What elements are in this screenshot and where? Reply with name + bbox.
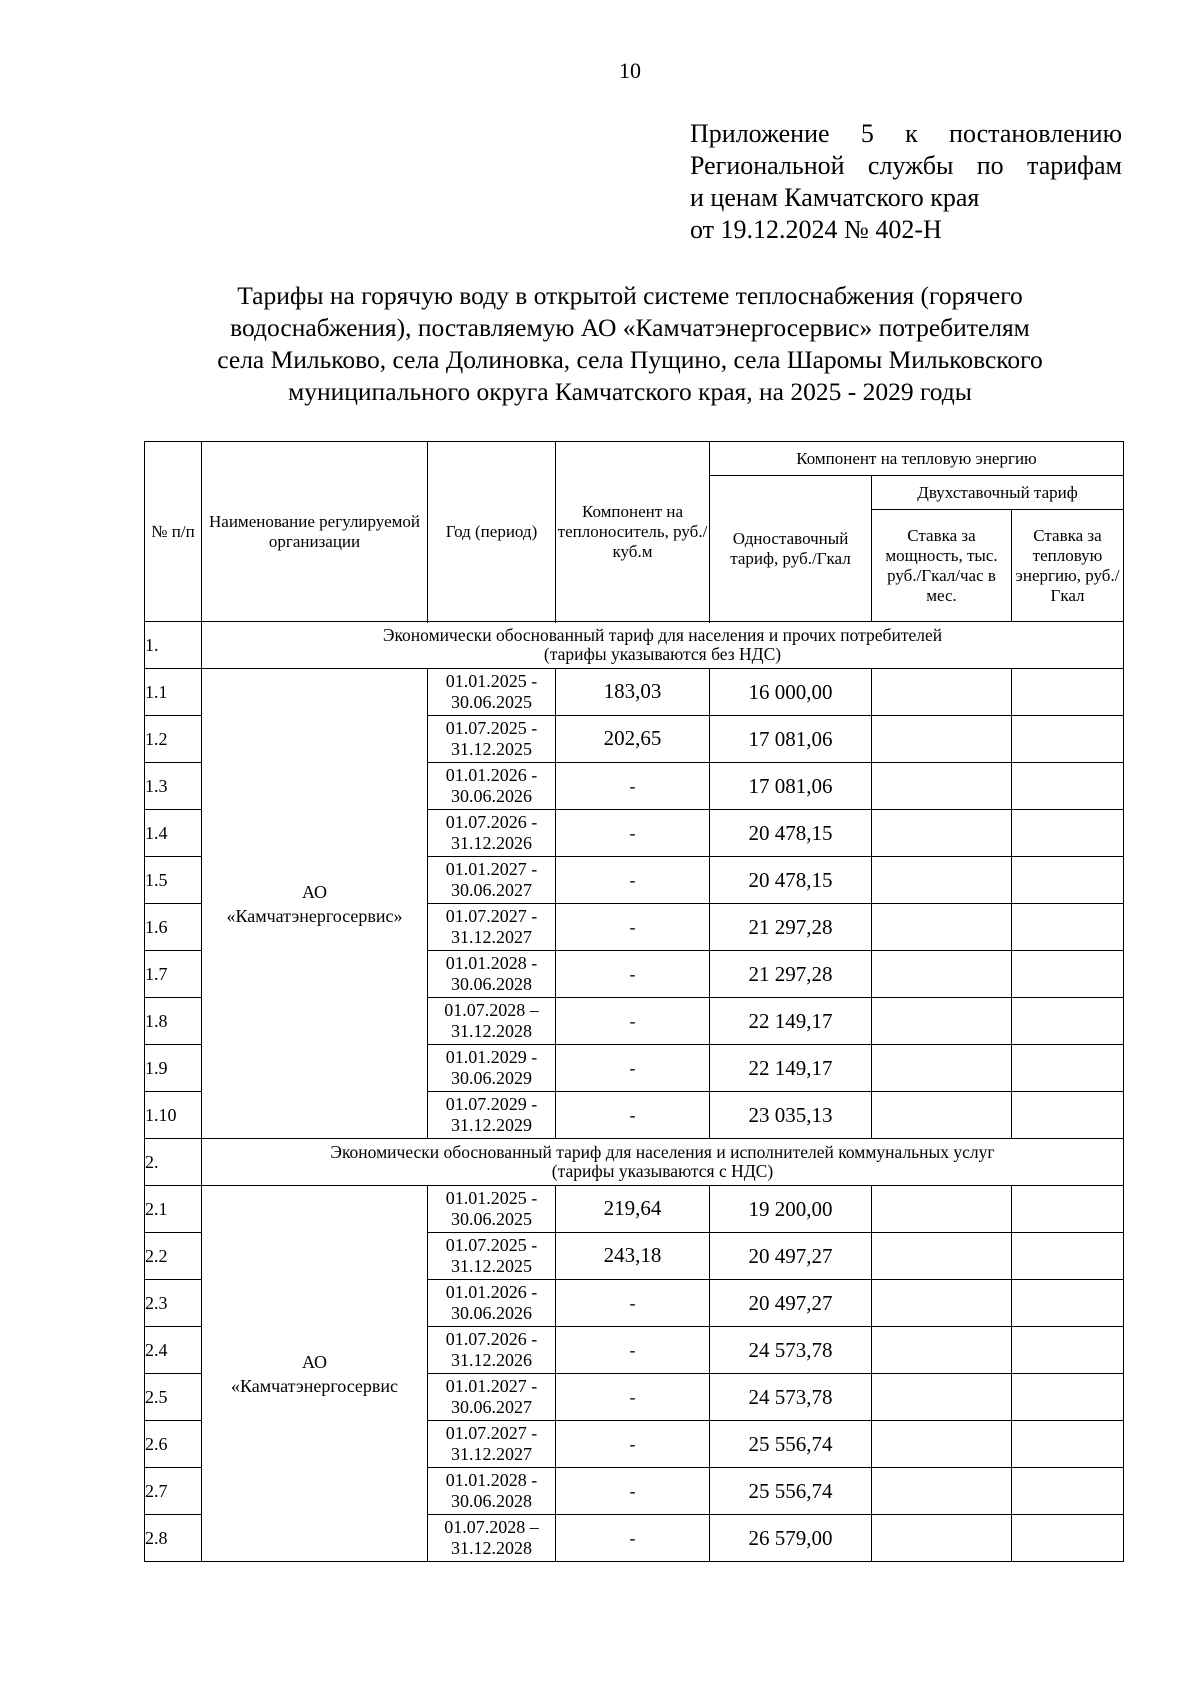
- carrier-value: -: [556, 1280, 710, 1327]
- header-period: Год (период): [428, 442, 556, 622]
- capacity-rate-value: [872, 857, 1012, 904]
- period-to: 30.06.2027: [451, 880, 532, 900]
- period-cell: [428, 857, 556, 904]
- carrier-value: -: [556, 1515, 710, 1562]
- energy-rate-value: [1012, 1421, 1124, 1468]
- org-name-line-1: АО: [301, 881, 328, 902]
- period-from: 01.07.2026 -: [445, 1329, 538, 1349]
- period-from: 01.07.2028 –: [444, 1000, 539, 1020]
- appendix-line-1: Приложение 5 к постановлению: [690, 119, 1122, 148]
- carrier-value: -: [556, 904, 710, 951]
- single-rate-value: 20 497,27: [710, 1280, 872, 1327]
- section-title-line-1: Экономически обоснованный тариф для населения и прочих потребителей: [382, 625, 943, 645]
- carrier-value: -: [556, 998, 710, 1045]
- capacity-rate-value: [872, 763, 1012, 810]
- header-energy-rate: Ставка за тепловую энергию, руб./Гкал: [1012, 510, 1124, 622]
- table-header: [145, 442, 1124, 622]
- period-from: 01.01.2027 -: [445, 859, 538, 879]
- period-cell: [428, 1280, 556, 1327]
- period-cell: [428, 1045, 556, 1092]
- period-from: 01.01.2026 -: [445, 1282, 538, 1302]
- period-cell: [428, 1327, 556, 1374]
- energy-rate-value: [1012, 1327, 1124, 1374]
- row-num: 2.2: [145, 1233, 202, 1280]
- period-cell: [428, 1233, 556, 1280]
- period-from: 01.01.2027 -: [445, 1376, 538, 1396]
- single-rate-value: 23 035,13: [710, 1092, 872, 1139]
- row-num: 2.1: [145, 1186, 202, 1233]
- capacity-rate-value: [872, 1515, 1012, 1562]
- appendix-line-2: Региональной службы по тарифам: [690, 151, 1122, 180]
- capacity-rate-value: [872, 1468, 1012, 1515]
- period-to: 31.12.2027: [451, 927, 532, 947]
- table-row: [145, 669, 1124, 716]
- carrier-value: 243,18: [556, 1233, 710, 1280]
- capacity-rate-value: [872, 1233, 1012, 1280]
- carrier-value: 219,64: [556, 1186, 710, 1233]
- period-cell: [428, 904, 556, 951]
- carrier-value: -: [556, 1092, 710, 1139]
- carrier-value: -: [556, 857, 710, 904]
- title-line-4: муниципального округа Камчатского края, на 2025 - 2029 годы: [288, 377, 972, 406]
- energy-rate-value: [1012, 669, 1124, 716]
- row-num: 1.6: [145, 904, 202, 951]
- org-name-line-1: АО: [301, 1351, 328, 1372]
- period-to: 30.06.2028: [451, 974, 532, 994]
- period-from: 01.07.2027 -: [445, 1423, 538, 1443]
- single-rate-value: 21 297,28: [710, 951, 872, 998]
- section-num: 2.: [145, 1139, 202, 1186]
- row-num: 2.7: [145, 1468, 202, 1515]
- period-from: 01.01.2025 -: [445, 671, 538, 691]
- row-num: 2.5: [145, 1374, 202, 1421]
- period-from: 01.07.2027 -: [445, 906, 538, 926]
- carrier-value: -: [556, 1421, 710, 1468]
- row-num: 1.2: [145, 716, 202, 763]
- title-line-1: Тарифы на горячую воду в открытой системе теплоснабжения (горячего: [237, 281, 1023, 310]
- carrier-value: -: [556, 1374, 710, 1421]
- row-num: 1.1: [145, 669, 202, 716]
- period-to: 31.12.2029: [451, 1115, 532, 1135]
- row-num: 1.9: [145, 1045, 202, 1092]
- single-rate-value: 20 478,15: [710, 857, 872, 904]
- header-org: Наименование регулируемой организации: [202, 442, 428, 622]
- appendix-header: [690, 118, 1122, 246]
- period-cell: [428, 1515, 556, 1562]
- section-title-line-1: Экономически обоснованный тариф для населения и исполнителей коммунальных услуг: [330, 1142, 995, 1162]
- section-num: 1.: [145, 622, 202, 669]
- period-cell: [428, 1374, 556, 1421]
- carrier-value: -: [556, 951, 710, 998]
- energy-rate-value: [1012, 810, 1124, 857]
- header-single-rate: Одноставочный тариф, руб./Гкал: [710, 476, 872, 622]
- energy-rate-value: [1012, 1045, 1124, 1092]
- energy-rate-value: [1012, 904, 1124, 951]
- table-body: [145, 622, 1124, 1562]
- energy-rate-value: [1012, 1515, 1124, 1562]
- header-num: № п/п: [145, 442, 202, 622]
- org-name: [202, 1186, 428, 1562]
- carrier-value: -: [556, 1327, 710, 1374]
- single-rate-value: 20 478,15: [710, 810, 872, 857]
- capacity-rate-value: [872, 1186, 1012, 1233]
- energy-rate-value: [1012, 716, 1124, 763]
- energy-rate-value: [1012, 1186, 1124, 1233]
- period-to: 30.06.2025: [451, 1209, 532, 1229]
- period-to: 30.06.2029: [451, 1068, 532, 1088]
- period-to: 30.06.2025: [451, 692, 532, 712]
- capacity-rate-value: [872, 904, 1012, 951]
- carrier-value: 183,03: [556, 669, 710, 716]
- period-from: 01.01.2026 -: [445, 765, 538, 785]
- period-cell: [428, 810, 556, 857]
- single-rate-value: 25 556,74: [710, 1421, 872, 1468]
- period-to: 31.12.2025: [451, 739, 532, 759]
- capacity-rate-value: [872, 998, 1012, 1045]
- period-to: 31.12.2028: [451, 1021, 532, 1041]
- row-num: 1.8: [145, 998, 202, 1045]
- energy-rate-value: [1012, 763, 1124, 810]
- title-line-3: села Мильково, села Долиновка, села Пущино, села Шаромы Мильковского: [217, 345, 1043, 374]
- row-num: 1.4: [145, 810, 202, 857]
- carrier-value: -: [556, 810, 710, 857]
- single-rate-value: 26 579,00: [710, 1515, 872, 1562]
- single-rate-value: 16 000,00: [710, 669, 872, 716]
- appendix-line-3: и ценам Камчатского края: [690, 183, 980, 212]
- single-rate-value: 17 081,06: [710, 763, 872, 810]
- single-rate-value: 19 200,00: [710, 1186, 872, 1233]
- single-rate-value: 17 081,06: [710, 716, 872, 763]
- period-to: 31.12.2026: [451, 1350, 532, 1370]
- row-num: 1.10: [145, 1092, 202, 1139]
- period-cell: [428, 1186, 556, 1233]
- row-num: 2.6: [145, 1421, 202, 1468]
- single-rate-value: 24 573,78: [710, 1374, 872, 1421]
- header-carrier: Компонент на теплоноситель, руб./куб.м: [556, 442, 710, 622]
- energy-rate-value: [1012, 1280, 1124, 1327]
- appendix-line-4: от 19.12.2024 № 402-Н: [690, 215, 942, 244]
- capacity-rate-value: [872, 716, 1012, 763]
- capacity-rate-value: [872, 951, 1012, 998]
- org-name: [202, 669, 428, 1139]
- capacity-rate-value: [872, 669, 1012, 716]
- energy-rate-value: [1012, 951, 1124, 998]
- period-cell: [428, 1421, 556, 1468]
- period-from: 01.07.2028 –: [444, 1517, 539, 1537]
- row-num: 2.8: [145, 1515, 202, 1562]
- header-capacity-rate: Ставка за мощность, тыс. руб./Гкал/час в мес.: [872, 510, 1012, 622]
- title-line-2: водоснабжения), поставляемую АО «Камчатэнергосервис» потребителям: [230, 313, 1030, 342]
- capacity-rate-value: [872, 1374, 1012, 1421]
- period-cell: [428, 998, 556, 1045]
- org-name-line-2: «Камчатэнергосервис: [230, 1375, 399, 1396]
- period-to: 31.12.2026: [451, 833, 532, 853]
- period-from: 01.07.2029 -: [445, 1094, 538, 1114]
- period-cell: [428, 951, 556, 998]
- header-heat-component: Компонент на тепловую энергию: [710, 442, 1124, 476]
- period-from: 01.07.2025 -: [445, 1235, 538, 1255]
- capacity-rate-value: [872, 1421, 1012, 1468]
- single-rate-value: 24 573,78: [710, 1327, 872, 1374]
- period-to: 31.12.2025: [451, 1256, 532, 1276]
- capacity-rate-value: [872, 1280, 1012, 1327]
- period-from: 01.01.2029 -: [445, 1047, 538, 1067]
- period-to: 30.06.2026: [451, 1303, 532, 1323]
- period-to: 31.12.2027: [451, 1444, 532, 1464]
- document-title: [150, 280, 1110, 408]
- energy-rate-value: [1012, 1092, 1124, 1139]
- carrier-value: -: [556, 1045, 710, 1092]
- section-title: [202, 1139, 1124, 1186]
- period-to: 30.06.2027: [451, 1397, 532, 1417]
- org-name-line-2: «Камчатэнергосервис»: [226, 905, 403, 926]
- row-num: 1.7: [145, 951, 202, 998]
- period-cell: [428, 669, 556, 716]
- single-rate-value: 25 556,74: [710, 1468, 872, 1515]
- section-row: [145, 1139, 1124, 1186]
- row-num: 2.4: [145, 1327, 202, 1374]
- period-cell: [428, 763, 556, 810]
- single-rate-value: 20 497,27: [710, 1233, 872, 1280]
- capacity-rate-value: [872, 1045, 1012, 1092]
- period-cell: [428, 716, 556, 763]
- row-num: 1.5: [145, 857, 202, 904]
- capacity-rate-value: [872, 1327, 1012, 1374]
- energy-rate-value: [1012, 1468, 1124, 1515]
- tariffs-table: [144, 441, 1124, 1562]
- energy-rate-value: [1012, 1374, 1124, 1421]
- section-title-line-2: (тарифы указываются без НДС): [543, 644, 782, 664]
- carrier-value: -: [556, 1468, 710, 1515]
- row-num: 1.3: [145, 763, 202, 810]
- energy-rate-value: [1012, 857, 1124, 904]
- section-row: [145, 622, 1124, 669]
- period-cell: [428, 1092, 556, 1139]
- capacity-rate-value: [872, 1092, 1012, 1139]
- carrier-value: -: [556, 763, 710, 810]
- period-to: 30.06.2028: [451, 1491, 532, 1511]
- period-from: 01.07.2026 -: [445, 812, 538, 832]
- carrier-value: 202,65: [556, 716, 710, 763]
- period-cell: [428, 1468, 556, 1515]
- energy-rate-value: [1012, 1233, 1124, 1280]
- section-title: [202, 622, 1124, 669]
- header-two-rate: Двухставочный тариф: [872, 476, 1124, 510]
- period-from: 01.01.2028 -: [445, 1470, 538, 1490]
- single-rate-value: 22 149,17: [710, 1045, 872, 1092]
- single-rate-value: 21 297,28: [710, 904, 872, 951]
- energy-rate-value: [1012, 998, 1124, 1045]
- period-from: 01.01.2028 -: [445, 953, 538, 973]
- period-to: 30.06.2026: [451, 786, 532, 806]
- page-number: 10: [619, 58, 641, 83]
- period-from: 01.07.2025 -: [445, 718, 538, 738]
- capacity-rate-value: [872, 810, 1012, 857]
- row-num: 2.3: [145, 1280, 202, 1327]
- single-rate-value: 22 149,17: [710, 998, 872, 1045]
- period-from: 01.01.2025 -: [445, 1188, 538, 1208]
- period-to: 31.12.2028: [451, 1538, 532, 1558]
- section-title-line-2: (тарифы указываются с НДС): [551, 1161, 774, 1181]
- table-row: [145, 1186, 1124, 1233]
